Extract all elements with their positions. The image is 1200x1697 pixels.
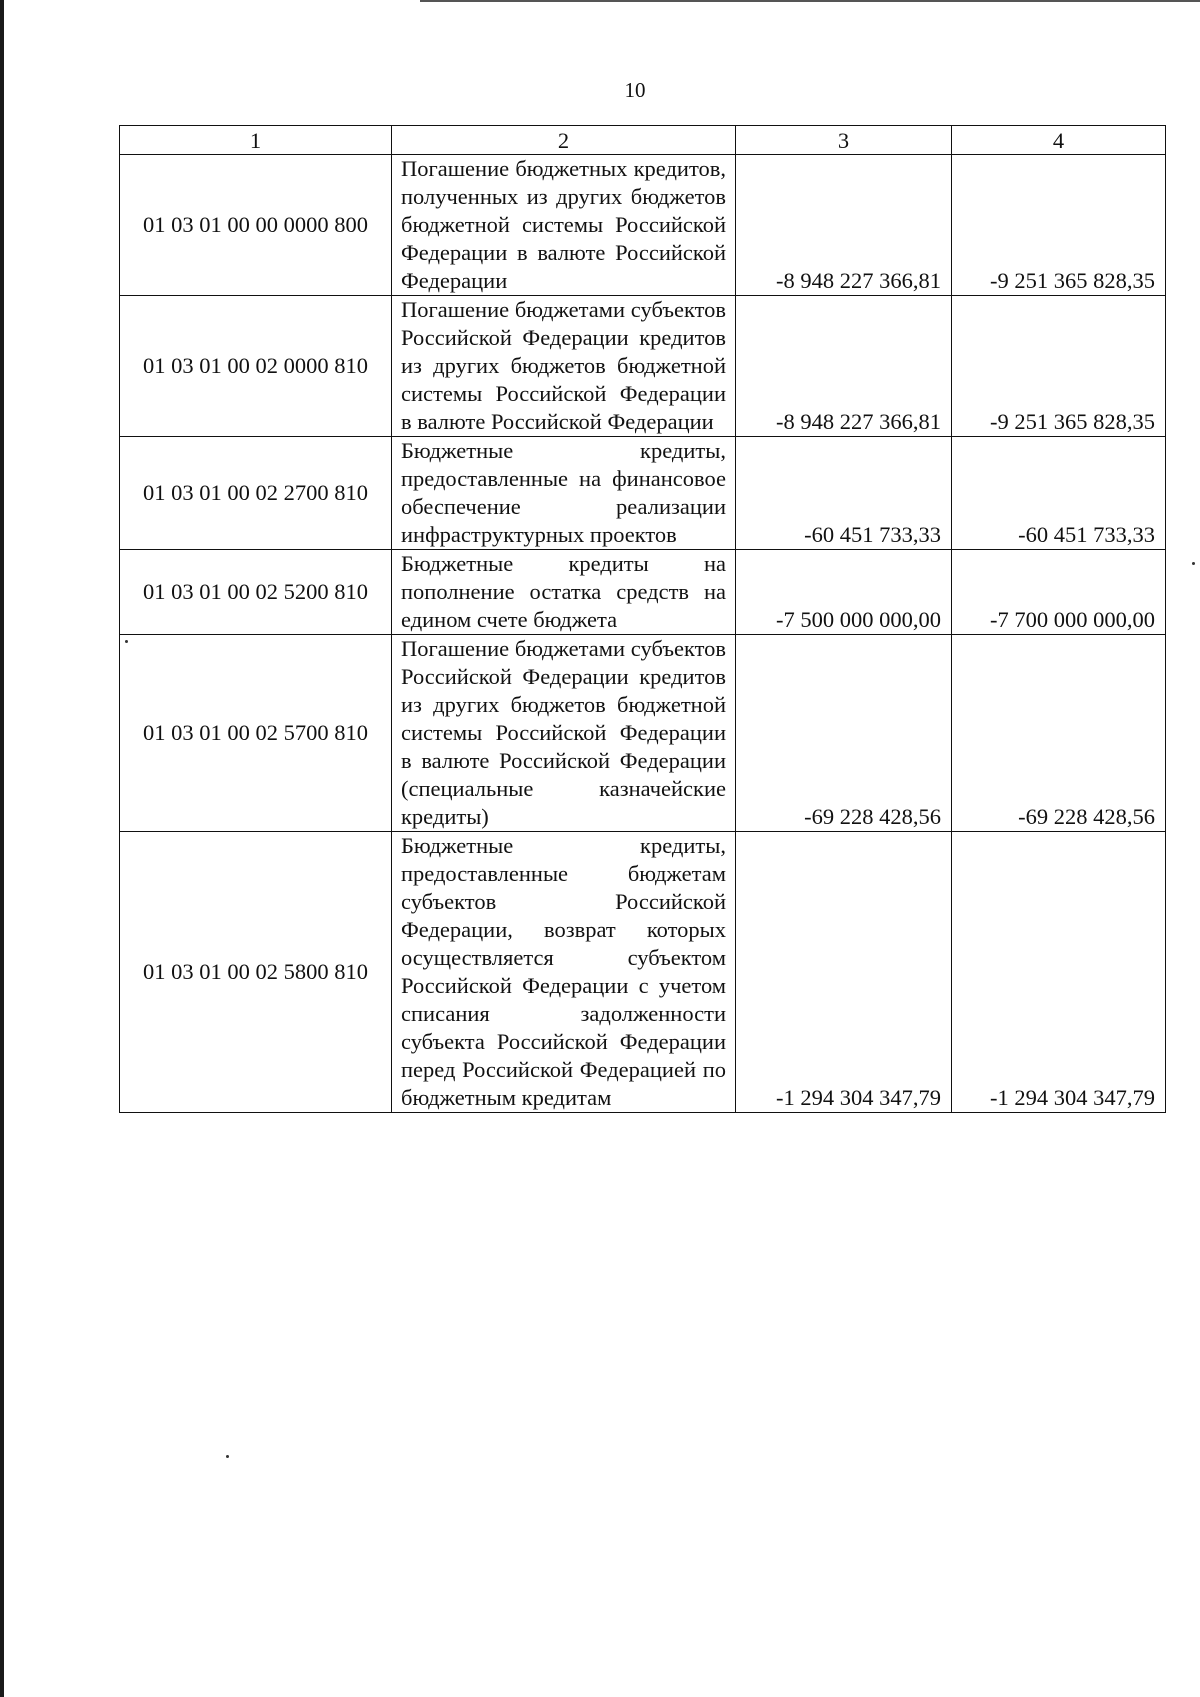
amount-column-4: -7 700 000 000,00: [952, 550, 1166, 635]
row-description: Погашение бюджетных кредитов, полученных из других бюджетов бюджетной системы Российской Федерации в валюте Российской Федерации: [392, 155, 736, 296]
classification-code: 01 03 01 00 02 2700 810: [120, 437, 392, 550]
column-header-4: 4: [952, 126, 1166, 155]
column-header-3: 3: [736, 126, 952, 155]
amount-column-3: -69 228 428,56: [736, 635, 952, 832]
row-description: Погашение бюджетами субъектов Российской Федерации кредитов из других бюджетов бюджетной системы Российской Федерации в валюте Российской Федерации: [392, 296, 736, 437]
classification-code: 01 03 01 00 02 5200 810: [120, 550, 392, 635]
row-description: Бюджетные кредиты на пополнение остатка средств на едином счете бюджета: [392, 550, 736, 635]
amount-column-3: -8 948 227 366,81: [736, 296, 952, 437]
classification-code: 01 03 01 00 02 5700 810: [120, 635, 392, 832]
amount-column-3: -60 451 733,33: [736, 437, 952, 550]
classification-code: 01 03 01 00 02 5800 810: [120, 832, 392, 1113]
row-description: Бюджетные кредиты, предоставленные на финансовое обеспечение реализации инфраструктурных проектов: [392, 437, 736, 550]
scan-speck: [125, 640, 128, 643]
row-description: Бюджетные кредиты, предоставленные бюджетам субъектов Российской Федерации, возврат которых осуществляется субъектом Российской Федерации с учетом списания задолженности субъекта Российской Федерации перед Российской Федерацией по бюджетным кредитам: [392, 832, 736, 1113]
budget-sources-table: [119, 125, 1166, 1113]
table-row: [120, 296, 1166, 437]
amount-column-3: -7 500 000 000,00: [736, 550, 952, 635]
table-row: [120, 832, 1166, 1113]
table-row: [120, 550, 1166, 635]
scan-left-edge: [0, 0, 4, 1697]
amount-column-4: -69 228 428,56: [952, 635, 1166, 832]
table-row: [120, 437, 1166, 550]
classification-code: 01 03 01 00 02 0000 810: [120, 296, 392, 437]
table-header-row: [120, 126, 1166, 155]
amount-column-4: -60 451 733,33: [952, 437, 1166, 550]
table-row: [120, 155, 1166, 296]
scan-speck: [1192, 562, 1195, 565]
amount-column-3: -1 294 304 347,79: [736, 832, 952, 1113]
amount-column-4: -1 294 304 347,79: [952, 832, 1166, 1113]
classification-code: 01 03 01 00 00 0000 800: [120, 155, 392, 296]
scan-top-edge: [420, 0, 1200, 2]
column-header-2: 2: [392, 126, 736, 155]
table-row: [120, 635, 1166, 832]
scan-speck: [226, 1455, 229, 1458]
amount-column-3: -8 948 227 366,81: [736, 155, 952, 296]
amount-column-4: -9 251 365 828,35: [952, 296, 1166, 437]
amount-column-4: -9 251 365 828,35: [952, 155, 1166, 296]
row-description: Погашение бюджетами субъектов Российской Федерации кредитов из других бюджетов бюджетной системы Российской Федерации в валюте Российской Федерации (специальные казначейские кредиты): [392, 635, 736, 832]
column-header-1: 1: [120, 126, 392, 155]
page-number: 10: [624, 78, 646, 102]
